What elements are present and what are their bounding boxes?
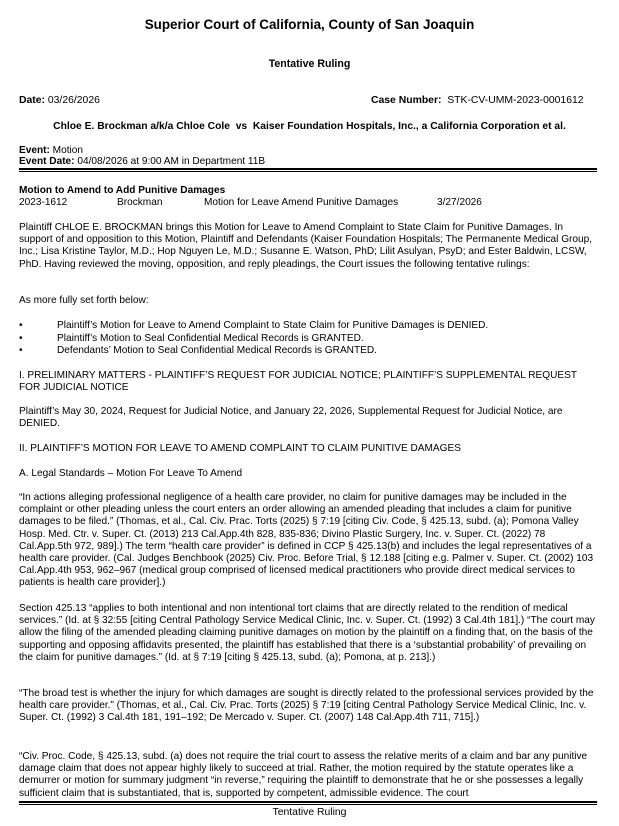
broad-test-paragraph: “The broad test is whether the injury for which damages are sought is directly related to the professional services provided by the health care provider.” (Thomas, et al., Cal. Civ. Prac. Torts (2025) § 7:19 [citing Central Pathology Service Medical Clinic, Inc. v. Super. Ct. (1992) 3 Cal.4th 181, 191–192; De Mercado v. Super. Ct. (2007) 148 Cal.App.4th 711, 715].) <box>19 688 594 724</box>
bullet-text: Plaintiff’s Motion to Seal Confidential Medical Records is GRANTED. <box>57 333 364 344</box>
footer-divider-thin <box>19 804 597 805</box>
motion-case-short: 2023-1612 <box>19 197 68 208</box>
footer-label: Tentative Ruling <box>272 807 347 818</box>
header-divider-thin <box>19 171 597 172</box>
civ-proc-paragraph: “Civ. Proc. Code, § 425.13, subd. (a) does not require the trial court to assess the relative merits of a claim and bar any punitive damage claim that does not appear highly likely to succeed at trial. Rather, the motion required by the statute operates like a demurrer or motion for summary judgment “in reverse,” requiring the plaintiff to demonstrate that he or she possesses a legally sufficient claim that is substantiated, that is, supported by competent, admissible evidence. The court <box>19 751 588 799</box>
ruling-title: Tentative Ruling <box>268 58 351 70</box>
subsection-a-heading: A. Legal Standards – Motion For Leave To Amend <box>19 468 243 479</box>
as-more-line: As more fully set forth below: <box>19 295 149 306</box>
date-value: 03/26/2026 <box>47 95 100 106</box>
event-date-value: 04/08/2026 at 9:00 AM in Department 11B <box>77 156 266 167</box>
event-date-label: Event Date: <box>19 156 75 167</box>
event-date-line <box>19 156 265 168</box>
bullet-dot: • <box>19 320 23 331</box>
case-number <box>371 95 584 107</box>
hearing-date <box>19 95 100 107</box>
section-1-heading: I. PRELIMINARY MATTERS - PLAINTIFF’S REQUEST FOR JUDICIAL NOTICE; PLAINTIFF’S SUPPLEMENTAL REQUEST FOR JUDICIAL NOTICE <box>19 370 577 394</box>
case-number-label: Case Number: <box>371 95 442 106</box>
event-label: Event: <box>19 145 50 156</box>
motion-party: Brockman <box>117 197 163 208</box>
event-value: Motion <box>52 145 83 156</box>
court-name: Superior Court of California, County of San Joaquin <box>144 17 475 32</box>
motion-description: Motion for Leave Amend Punitive Damages <box>204 197 399 208</box>
header-divider <box>19 168 597 170</box>
motion-date: 3/27/2026 <box>437 197 482 208</box>
case-number-value: STK-CV-UMM-2023-0001612 <box>447 95 584 106</box>
bullet-dot: • <box>19 333 23 344</box>
footer-divider <box>19 801 597 803</box>
intro-paragraph: Plaintiff CHLOE E. BROCKMAN brings this Motion for Leave to Amend Complaint to State Claim for Punitive Damages. In support of and opposition to this Motion, Plaintiff and Defendants (Kaiser Foundation Hospitals; The Permanente Medical Group, Inc.; Lisa Kristine Taylor, M.D.; Hop Nguyen Le, M.D.; Susanne E. Watson, PhD; Lilit Asulyan, PsyD; and Ester Baldwin, LCSW, PhD. Having reviewed the moving, opposition, and reply pleadings, the Court issues the following tentative rulings: <box>19 222 593 270</box>
bullet-text: Plaintiff’s Motion for Leave to Amend Complaint to State Claim for Punitive Damages is DENIED. <box>57 320 489 331</box>
bullet-text: Defendants’ Motion to Seal Confidential Medical Records is GRANTED. <box>57 345 377 356</box>
bullet-dot: • <box>19 345 23 356</box>
section-425-paragraph: Section 425.13 “applies to both intentional and non intentional tort claims that are directly related to the rendition of medical services.” (Id. at § 32:55 [citing Central Pathology Service Medical Clinic, Inc. v. Super. Ct. (1992) 3 Cal.4th 181].) “The court may allow the filing of the amended pleading claiming punitive damages on motion by the plaintiff on a finding that, on the basis of the supporting and opposing affidavits presented, the plaintiff has established that there is a ‘substantial probability’ of prevailing on the claim for punitive damages.” (Id. at § 7:19 [citing § 425.13, subd. (a); Pomona, at p. 213].) <box>19 603 595 663</box>
section-2-heading: II. PLAINTIFF’S MOTION FOR LEAVE TO AMEND COMPLAINT TO CLAIM PUNITIVE DAMAGES <box>19 443 461 454</box>
case-parties: Chloe E. Brockman a/k/a Chloe Cole vs Kaiser Foundation Hospitals, Inc., a California Corporation et al. <box>53 121 566 132</box>
motion-title: Motion to Amend to Add Punitive Damages <box>19 185 226 196</box>
section-1-text: Plaintiff’s May 30, 2024, Request for Judicial Notice, and January 22, 2026, Supplemental Request for Judicial Notice, are DENIED. <box>19 406 563 430</box>
date-label: Date: <box>19 95 45 106</box>
quote-paragraph-1: “In actions alleging professional negligence of a health care provider, no claim for punitive damages may be included in the complaint or other pleading unless the court enters an order allowing an amended pleading that includes a claim for punitive damages to be filed.” (Thomas, et al., Cal. Civ. Prac. Torts (2025) § 7:19 [citing Civ. Code, § 425.13, subd. (a); Pomona Valley Hosp. Med. Ctr. v. Super. Ct. (2013) 213 Cal.App.4th 828, 835-836; Divino Plastic Surgery, Inc. v. Super. Ct. (2022) 78 Cal.App.5th 972, 989].) The term “health care provider” is defined in CCP § 425.13(b) and includes the legal representatives of a health care provider. (Cal. Judges Benchbook (2025) Civ. Proc. Before Trial, § 12.188 [citing e.g. Palmer v. Super. Ct. (2002) 103 Cal.App.4th 953, 962–967 (medical group comprised of licensed medical practitioners who provide direct medical services to patients is health care provider].) <box>19 492 594 589</box>
